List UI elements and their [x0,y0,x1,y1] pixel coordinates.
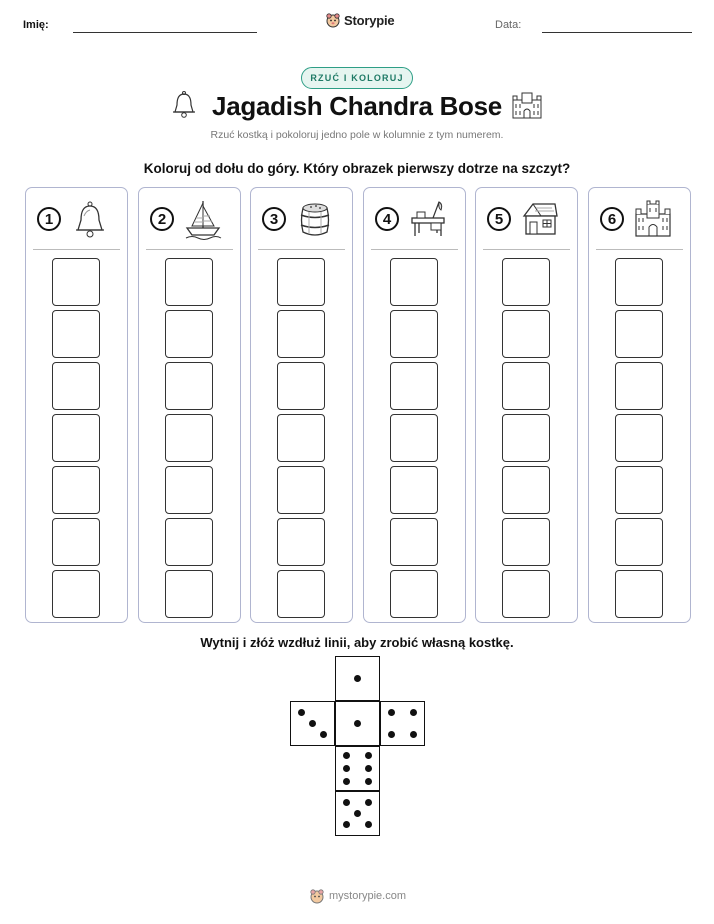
die-pip [343,765,350,772]
die-pip [354,720,361,727]
color-cell[interactable] [390,414,438,462]
column-header [139,188,240,250]
die-pip [388,709,395,716]
column-number: 4 [375,207,399,231]
name-label: Imię: [23,19,49,31]
die-pip [365,765,372,772]
color-cell[interactable] [165,570,213,618]
color-cell[interactable] [615,570,663,618]
column-divider [33,249,120,250]
footer [309,888,406,904]
column-divider [483,249,570,250]
color-cell[interactable] [390,362,438,410]
die-pip [365,778,372,785]
column-number: 6 [600,207,624,231]
color-cell[interactable] [52,466,100,514]
color-cell[interactable] [165,414,213,462]
die-pip [343,752,350,759]
color-cell[interactable] [502,258,550,306]
column-number: 5 [487,207,511,231]
color-cell[interactable] [52,362,100,410]
color-cell[interactable] [52,310,100,358]
color-cell[interactable] [615,258,663,306]
color-cell[interactable] [52,518,100,566]
column-1 [25,187,128,623]
game-instruction: Koloruj od dołu do góry. Który obrazek pierwszy dotrze na szczyt? [143,161,571,176]
die-pip [309,720,316,727]
die-face-5 [335,791,380,836]
color-cell[interactable] [502,310,550,358]
column-divider [596,249,683,250]
color-cell[interactable] [165,518,213,566]
color-cell[interactable] [390,310,438,358]
color-cell[interactable] [277,570,325,618]
color-cell[interactable] [277,362,325,410]
page-subtitle: Rzuć kostką i pokoloruj jedno pole w kolumnie z tym numerem. [210,129,504,141]
die-pip [354,675,361,682]
writing-desk-icon [409,198,447,240]
house-icon [521,198,559,240]
color-cell[interactable] [165,310,213,358]
column-5 [475,187,578,623]
color-cell[interactable] [277,258,325,306]
color-cell[interactable] [165,466,213,514]
die-pip [320,731,327,738]
column-divider [258,249,345,250]
column-2 [138,187,241,623]
color-cell[interactable] [52,414,100,462]
die-pip [298,709,305,716]
color-cell[interactable] [277,518,325,566]
color-cell[interactable] [502,518,550,566]
color-cell[interactable] [615,518,663,566]
color-cell[interactable] [390,570,438,618]
die-face-6 [335,746,380,791]
color-cell[interactable] [390,258,438,306]
color-cell[interactable] [52,570,100,618]
die-pip [365,821,372,828]
column-header [364,188,465,250]
die-pip [343,778,350,785]
color-cell[interactable] [502,414,550,462]
die-pip [354,810,361,817]
sailboat-icon [184,198,222,240]
date-label: Data: [495,19,522,31]
column-number: 2 [150,207,174,231]
palace-icon [634,198,672,240]
column-number: 1 [37,207,61,231]
column-header [589,188,690,250]
brand-logo [325,12,394,28]
color-cell[interactable] [502,362,550,410]
color-cell[interactable] [52,258,100,306]
column-header [251,188,352,250]
bell-icon [71,198,109,240]
column-divider [371,249,458,250]
die-pip [343,821,350,828]
die-face-1 [335,656,380,701]
die-face-3 [290,701,335,746]
die-pip [410,731,417,738]
storypie-logo-icon [325,12,341,28]
cut-instruction: Wytnij i złóż wzdłuż linii, aby zrobić własną kostkę. [200,635,514,650]
color-cell[interactable] [502,466,550,514]
die-pip [365,752,372,759]
die-pip [365,799,372,806]
color-cell[interactable] [165,258,213,306]
column-4 [363,187,466,623]
die-pip [410,709,417,716]
color-cell[interactable] [277,466,325,514]
color-cell[interactable] [165,362,213,410]
column-6 [588,187,691,623]
color-cell[interactable] [390,466,438,514]
name-field-line[interactable] [73,32,257,33]
column-divider [146,249,233,250]
color-cell[interactable] [502,570,550,618]
storypie-logo-icon [309,888,325,904]
column-header [26,188,127,250]
die-face-1 [335,701,380,746]
color-cell[interactable] [615,362,663,410]
column-number: 3 [262,207,286,231]
color-cell[interactable] [277,414,325,462]
color-cell[interactable] [277,310,325,358]
column-3 [250,187,353,623]
column-header [476,188,577,250]
color-cell[interactable] [615,310,663,358]
brand-name: Storypie [344,12,395,28]
die-face-4 [380,701,425,746]
color-cell[interactable] [615,414,663,462]
activity-badge: RZUĆ I KOLORUJ [301,67,413,89]
footer-url[interactable]: mystorypie.com [329,890,407,902]
barrel-icon [296,198,334,240]
color-cell[interactable] [390,518,438,566]
die-pip [343,799,350,806]
date-field-line[interactable] [542,32,692,33]
color-cell[interactable] [615,466,663,514]
page-title: Jagadish Chandra Bose [212,91,502,121]
die-pip [388,731,395,738]
palace-icon [510,90,544,120]
